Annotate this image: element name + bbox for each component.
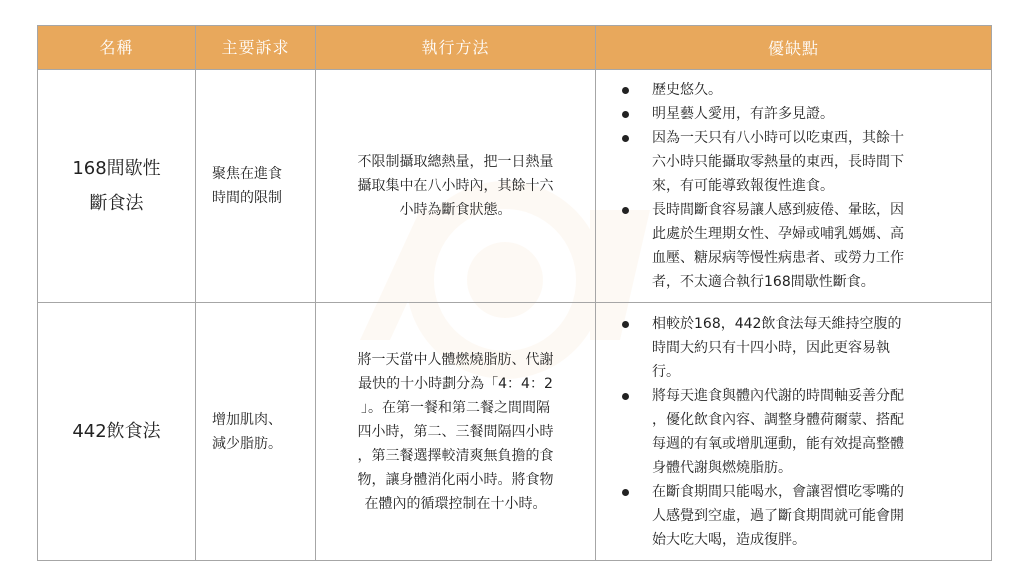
method-cell: [316, 303, 596, 561]
list-item: [622, 312, 973, 384]
point-line: 時間大約只有十四小時，因此更容易執: [652, 339, 890, 356]
method-line: 將一天當中人體燃燒脂肪、代謝: [357, 351, 554, 368]
method-line: 攝取集中在八小時內，其餘十六: [357, 178, 554, 194]
bullet-icon: [622, 111, 629, 118]
goal-line: 時間的限制: [212, 190, 282, 206]
pros-cons-list: [596, 312, 991, 552]
point-line: 行。: [652, 363, 680, 380]
method-line: 四小時，第二、三餐間隔四小時: [357, 423, 554, 440]
method-line: 最快的十小時劃分為「4：4：2: [358, 375, 553, 392]
header-pros-cons: 優缺點: [596, 26, 992, 70]
point-line: 人感覺到空虛，過了斷食期間就可能會開: [652, 507, 904, 524]
goal-line: 增加肌肉、: [212, 411, 282, 428]
point-line: 相較於168，442飲食法每天維持空腹的: [652, 315, 902, 332]
bullet-icon: [622, 87, 629, 94]
list-item: [622, 78, 973, 102]
goal-line: 減少脂肪。: [212, 435, 282, 452]
method-cell: [316, 70, 596, 303]
method-line: 小時為斷食狀態。: [399, 202, 512, 218]
goal-cell: [196, 303, 316, 561]
point-line: 此處於生理期女性、孕婦或哺乳媽媽、高: [652, 226, 904, 242]
bullet-icon: [622, 489, 629, 496]
bullet-icon: [622, 321, 629, 328]
point-line: 六小時只能攝取零熱量的東西，長時間下: [652, 154, 904, 170]
goal-cell: [196, 70, 316, 303]
header-goal: 主要訴求: [196, 26, 316, 70]
point-line: 血壓、糖尿病等慢性病患者、或勞力工作: [652, 250, 904, 266]
diet-comparison-table: [37, 25, 992, 561]
diet-name-cell: [38, 303, 196, 561]
point-line: 明星藝人愛用，有許多見證。: [652, 106, 834, 122]
point-line: 在斷食期間只能喝水，會讓習慣吃零嘴的: [652, 483, 904, 500]
list-item: [622, 102, 973, 126]
point-line: 歷史悠久。: [652, 82, 722, 98]
list-item: [622, 126, 973, 198]
diet-name-line: 168間歇性: [72, 158, 161, 179]
point-line: 長時間斷食容易讓人感到疲倦、暈眩，因: [652, 202, 904, 218]
point-line: 將每天進食與體內代謝的時間軸妥善分配: [652, 387, 904, 404]
pros-cons-list: [596, 78, 991, 294]
point-line: 因為一天只有八小時可以吃東西，其餘十: [652, 130, 904, 146]
pros-cons-cell: [596, 303, 992, 561]
point-line: 每週的有氧或增肌運動，能有效提高整體: [652, 435, 904, 452]
list-item: [622, 198, 973, 294]
header-method: 執行方法: [316, 26, 596, 70]
point-line: 來，有可能導致報復性進食。: [652, 178, 834, 194]
method-line: ，第三餐選擇較清爽無負擔的食: [357, 447, 554, 464]
point-line: 者，不太適合執行168間歇性斷食。: [652, 274, 875, 290]
header-name: 名稱: [38, 26, 196, 70]
table-row: [38, 303, 992, 561]
list-item: [622, 480, 973, 552]
bullet-icon: [622, 135, 629, 142]
diet-name-line: 斷食法: [89, 193, 144, 214]
diet-name-line: 442飲食法: [72, 421, 161, 442]
table-row: [38, 70, 992, 303]
point-line: 始大吃大喝，造成復胖。: [652, 531, 806, 548]
header-row: [38, 26, 992, 70]
method-line: 物，讓身體消化兩小時。將食物: [357, 471, 554, 488]
list-item: [622, 384, 973, 480]
method-line: 不限制攝取總熱量，把一日熱量: [357, 154, 554, 170]
pros-cons-cell: [596, 70, 992, 303]
diet-name-cell: [38, 70, 196, 303]
method-line: 在體內的循環控制在十小時。: [364, 495, 547, 512]
bullet-icon: [622, 393, 629, 400]
goal-line: 聚焦在進食: [212, 166, 282, 182]
point-line: ，優化飲食內容、調整身體荷爾蒙、搭配: [652, 411, 904, 428]
method-line: 」。在第一餐和第二餐之間間隔: [361, 399, 550, 416]
point-line: 身體代謝與燃燒脂肪。: [652, 459, 792, 476]
bullet-icon: [622, 207, 629, 214]
